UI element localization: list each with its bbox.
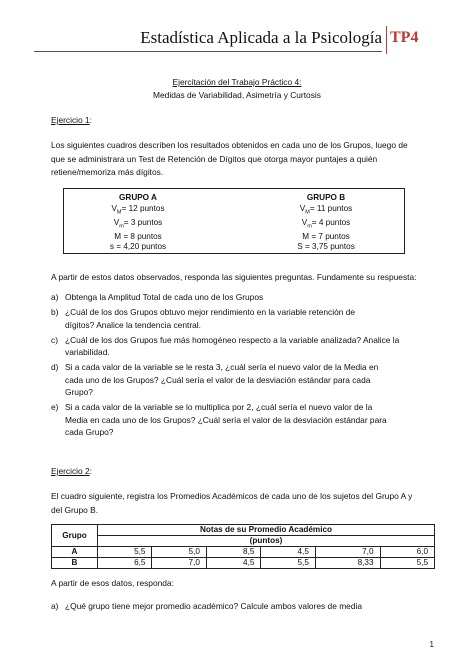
ex1-heading-text: Ejercicio 1 (51, 115, 90, 125)
ex1-intro-line: Los siguientes cuadros describen los resultados obtenidos en cada uno de los Grupos, luego de (51, 140, 408, 150)
group-b-line (266, 218, 386, 232)
group-a-line: s = 4,20 puntos (109, 242, 167, 252)
group-b-line: M = 7 puntos (302, 231, 350, 241)
ex2-heading-text: Ejercicio 2 (51, 466, 90, 476)
table-row (52, 558, 435, 569)
stat-subscript: M (305, 209, 310, 216)
stat-subscript: m (307, 223, 312, 230)
ex1-heading-colon: : (89, 115, 92, 125)
question-line: Media en cada uno de los Grupos? ¿Cuál sería el valor de la desviación estándar para (65, 414, 387, 425)
page-header (0, 24, 474, 54)
question-letter: e) (51, 402, 59, 412)
question-line: Si a cada valor de la variable se lo multiplica por 2, ¿cuál sería el nuevo valor de la (65, 402, 373, 412)
col-header-units: (puntos) (98, 536, 435, 547)
stat-value: = 3 puntos (123, 217, 163, 227)
question-item (51, 291, 431, 304)
question-item (51, 306, 431, 331)
question-item (51, 334, 431, 359)
question-line: Obtenga la Amplitud Total de cada uno de los Grupos (65, 292, 264, 302)
ex2-prompt: A partir de esos datos, responda: (51, 578, 174, 588)
question-letter: a) (51, 292, 59, 302)
ex2-heading-colon: : (89, 466, 92, 476)
question-line: ¿Qué grupo tiene mejor promedio académico? Calcule ambos valores de media (65, 601, 363, 611)
question-line: Grupo? (65, 387, 93, 397)
table-cell: 5,5 (98, 547, 152, 558)
question-line: variabilidad. (65, 347, 110, 357)
table-cell: 4,5 (261, 547, 315, 558)
stat-value: = 11 puntos (309, 203, 353, 213)
table-row (52, 547, 435, 558)
question-letter: a) (51, 601, 59, 611)
question-item (51, 401, 431, 439)
group-a-line (78, 204, 198, 218)
table-cell: 8,33 (315, 558, 380, 569)
group-b-panel (266, 193, 386, 253)
ex2-heading (51, 466, 92, 476)
table-cell: 4,5 (206, 558, 260, 569)
ex2-intro-line: del Grupo B. (51, 504, 99, 515)
ex1-intro-line: que se administrara un Test de Retención de Dígitos que otorga mayor puntajes a quién (51, 153, 378, 164)
grades-table (51, 524, 435, 569)
question-item (51, 361, 431, 399)
group-a-line: M = 8 puntos (114, 231, 162, 241)
table-cell: 5,5 (380, 558, 435, 569)
question-line: dígitos? Analice la tendencia central. (65, 319, 201, 330)
question-letter: b) (51, 307, 59, 317)
ex1-intro (51, 139, 431, 180)
col-header-group: Grupo (52, 525, 98, 547)
ex1-question-list (51, 291, 431, 441)
group-b-line: S = 3,75 puntos (297, 242, 355, 252)
question-item (51, 600, 431, 613)
header-rule (34, 51, 382, 52)
table-cell: 8,5 (206, 547, 260, 558)
table-cell: 6,5 (98, 558, 152, 569)
header-title: Estadística Aplicada a la Psicología (140, 28, 382, 47)
group-a-line (78, 218, 198, 232)
ex1-prompt: A partir de estos datos observados, responda las siguientes preguntas. Fundamente su respuesta: (51, 272, 417, 282)
col-header-notes: Notas de su Promedio Académico (98, 525, 435, 536)
ex2-intro (51, 490, 451, 517)
header-separator (386, 26, 387, 54)
ex2-question-list (51, 600, 431, 615)
ex1-intro-line: retiene/memoriza más dígitos. (51, 167, 164, 177)
stat-subscript: m (119, 223, 124, 230)
table-cell: 5,0 (152, 547, 206, 558)
stat-symbol: V (299, 203, 306, 213)
stat-value: = 4 puntos (311, 217, 351, 227)
row-group-label: B (52, 558, 98, 569)
question-line: cada uno de los Grupos? ¿Cuál sería el valor de la desviación estándar para cada (65, 374, 371, 385)
ex1-heading (51, 115, 92, 125)
group-b-line (266, 204, 386, 218)
question-line: ¿Cuál de los dos Grupos fue más homogéneo respecto a la variable analizada? Analice la (65, 334, 400, 345)
question-letter: d) (51, 362, 59, 372)
ex2-intro-line: El cuadro siguiente, registra los Promedios Académicos de cada uno de los sujetos del Grupo A y (51, 491, 413, 501)
stat-symbol: V (111, 203, 117, 213)
row-group-label: A (52, 547, 98, 558)
stat-symbol: V (113, 217, 120, 227)
stat-value: = 12 puntos (121, 203, 165, 213)
group-a-panel (78, 193, 198, 253)
stat-symbol: V (301, 217, 308, 227)
question-line: Si a cada valor de la variable se le resta 3, ¿cuál sería el nuevo valor de la Media en (65, 362, 379, 372)
stat-subscript: M (116, 209, 122, 216)
table-cell: 7,0 (315, 547, 380, 558)
table-cell: 7,0 (152, 558, 206, 569)
doc-subtitle: Medidas de Variabilidad, Asimetría y Curtosis (153, 90, 321, 100)
question-line: cada Grupo? (65, 427, 114, 437)
table-header-row (52, 525, 435, 536)
header-tp-label: TP4 (390, 29, 419, 46)
page-number: 1 (429, 640, 434, 649)
group-a-title: GRUPO A (119, 193, 157, 202)
table-header-row (52, 536, 435, 547)
doc-title: Ejercitación del Trabajo Práctico 4: (172, 77, 302, 87)
groups-box (63, 188, 405, 254)
question-letter: c) (51, 334, 58, 345)
group-b-title: GRUPO B (306, 193, 346, 202)
table-cell: 5,5 (261, 558, 315, 569)
question-line: ¿Cuál de los dos Grupos obtuvo mejor rendimiento en la variable retención de (65, 307, 356, 317)
table-cell: 6,0 (380, 547, 435, 558)
